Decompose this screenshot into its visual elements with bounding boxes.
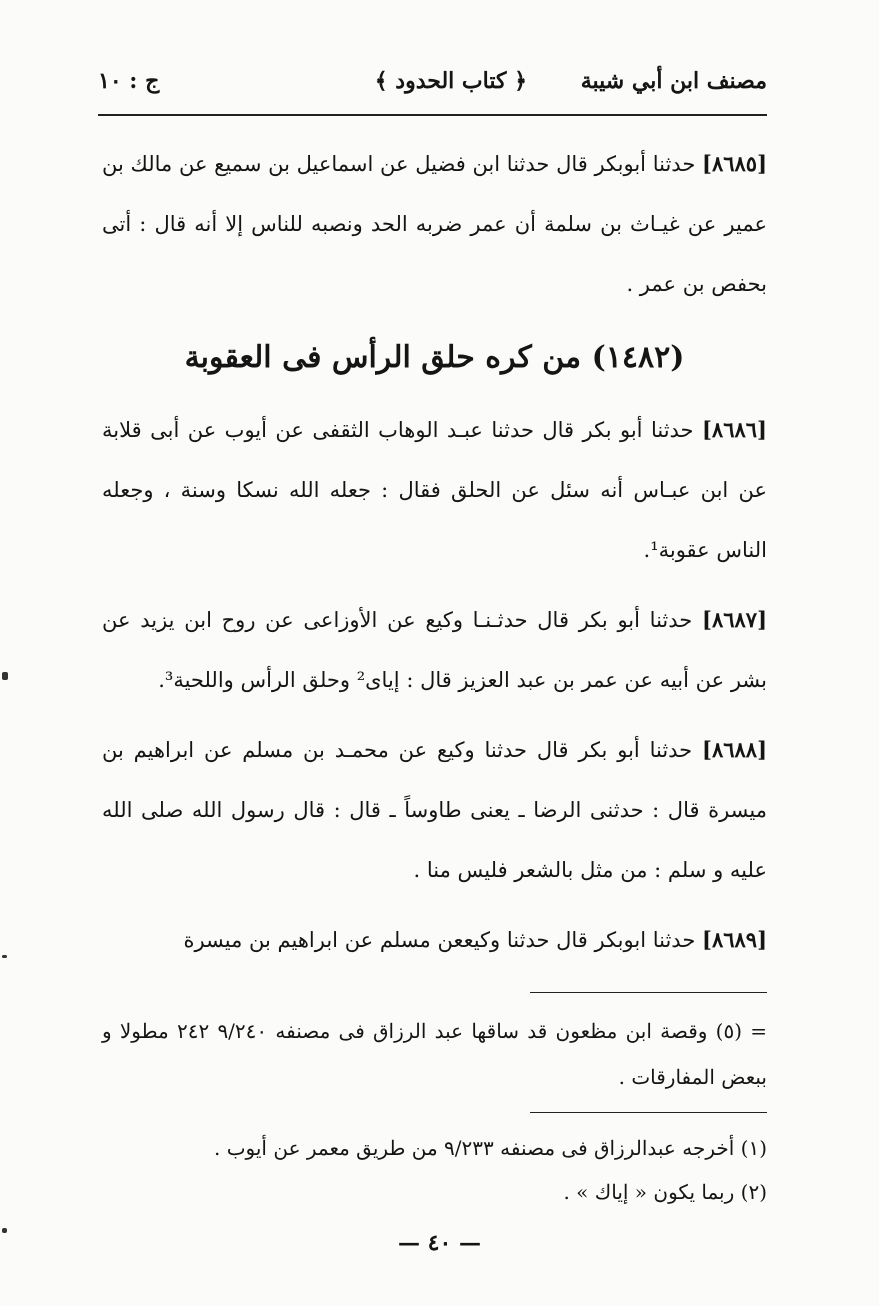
footnote-list <box>102 1126 767 1214</box>
entry-number: [٨٦٨٩] <box>702 927 767 952</box>
scan-speck <box>2 955 7 958</box>
volume-label: ج : ١٠ <box>98 68 160 94</box>
footnote: (٢) ربما يكون « إياك » . <box>563 1180 767 1204</box>
entry-number: [٨٦٨٥] <box>702 151 767 176</box>
page-header <box>98 62 767 106</box>
entry-number: [٨٦٨٧] <box>702 607 767 632</box>
hadith-entry <box>102 134 767 314</box>
entry-text: حدثنا أبو بكر قال حدثـنـا وكيع عن الأوزاعى عن روح ابن يزيد عن بشر عن أبيه عن عمر بن عبد العزيز قال : إياى² وحلق الرأس واللحية³. <box>102 608 767 692</box>
book-title: مصنف ابن أبي شيبة <box>580 68 767 94</box>
hadith-entry <box>102 720 767 900</box>
chapter-heading: (١٤٨٢) من كره حلق الرأس فى العقوبة <box>184 340 685 375</box>
entry-text: حدثنا ابوبكر قال حدثنا وكيععن مسلم عن ابراهيم بن ميسرة <box>183 928 696 952</box>
hadith-entry <box>102 910 767 970</box>
footnote: (١) أخرجه عبدالرزاق فى مصنفه ٩/٢٣٣ من طريق معمر عن أيوب . <box>213 1136 767 1160</box>
footnote-rule <box>530 992 767 993</box>
hadith-entry <box>102 400 767 580</box>
entry-number: [٨٦٨٦] <box>701 417 767 442</box>
scan-speck <box>2 1228 7 1233</box>
entry-text: حدثنا أبو بكر قال حدثنا وكيع عن محمـد بن مسلم عن ابراهيم بن ميسرة قال : حدثنى الرضا ـ يعنى طاوساً ـ قال : قال رسول الله صلى الله عليه و سلم : من مثل بالشعر فليس منا . <box>102 738 767 882</box>
entry-number: [٨٦٨٨] <box>702 737 767 762</box>
footnote-rule <box>530 1112 767 1113</box>
entry-text: حدثنا أبو بكر قال حدثنا عبـد الوهاب الثقفى عن أيوب عن أبى قلابة عن ابن عبـاس أنه سئل عن الحلق فقال : جعله الله نسكا وسنة ، وجعله الناس عقوبة¹. <box>102 418 767 562</box>
main-text <box>102 134 767 970</box>
entry-text: حدثنا أبوبكر قال حدثنا ابن فضيل عن اسماعيل بن سميع عن مالك بن عمير عن غيـاث بن سلمة أن عمر ضربه الحد ونصبه للناس إلا أنه قال : أتى بحفص بن عمر . <box>102 152 767 296</box>
page-number: — ٤٠ — <box>398 1230 481 1256</box>
scan-speck <box>2 672 8 680</box>
header-rule <box>98 114 767 116</box>
section-title: ﴿ كتاب الحدود ﴾ <box>374 68 527 94</box>
hadith-entry <box>102 590 767 710</box>
footnote-continued: = (٥) وقصة ابن مظعون قد ساقها عبد الرزاق فى مصنفه ٩/٢٤٠ ٢٤٢ مطولا و ببعض المفارقات . <box>102 1019 768 1089</box>
